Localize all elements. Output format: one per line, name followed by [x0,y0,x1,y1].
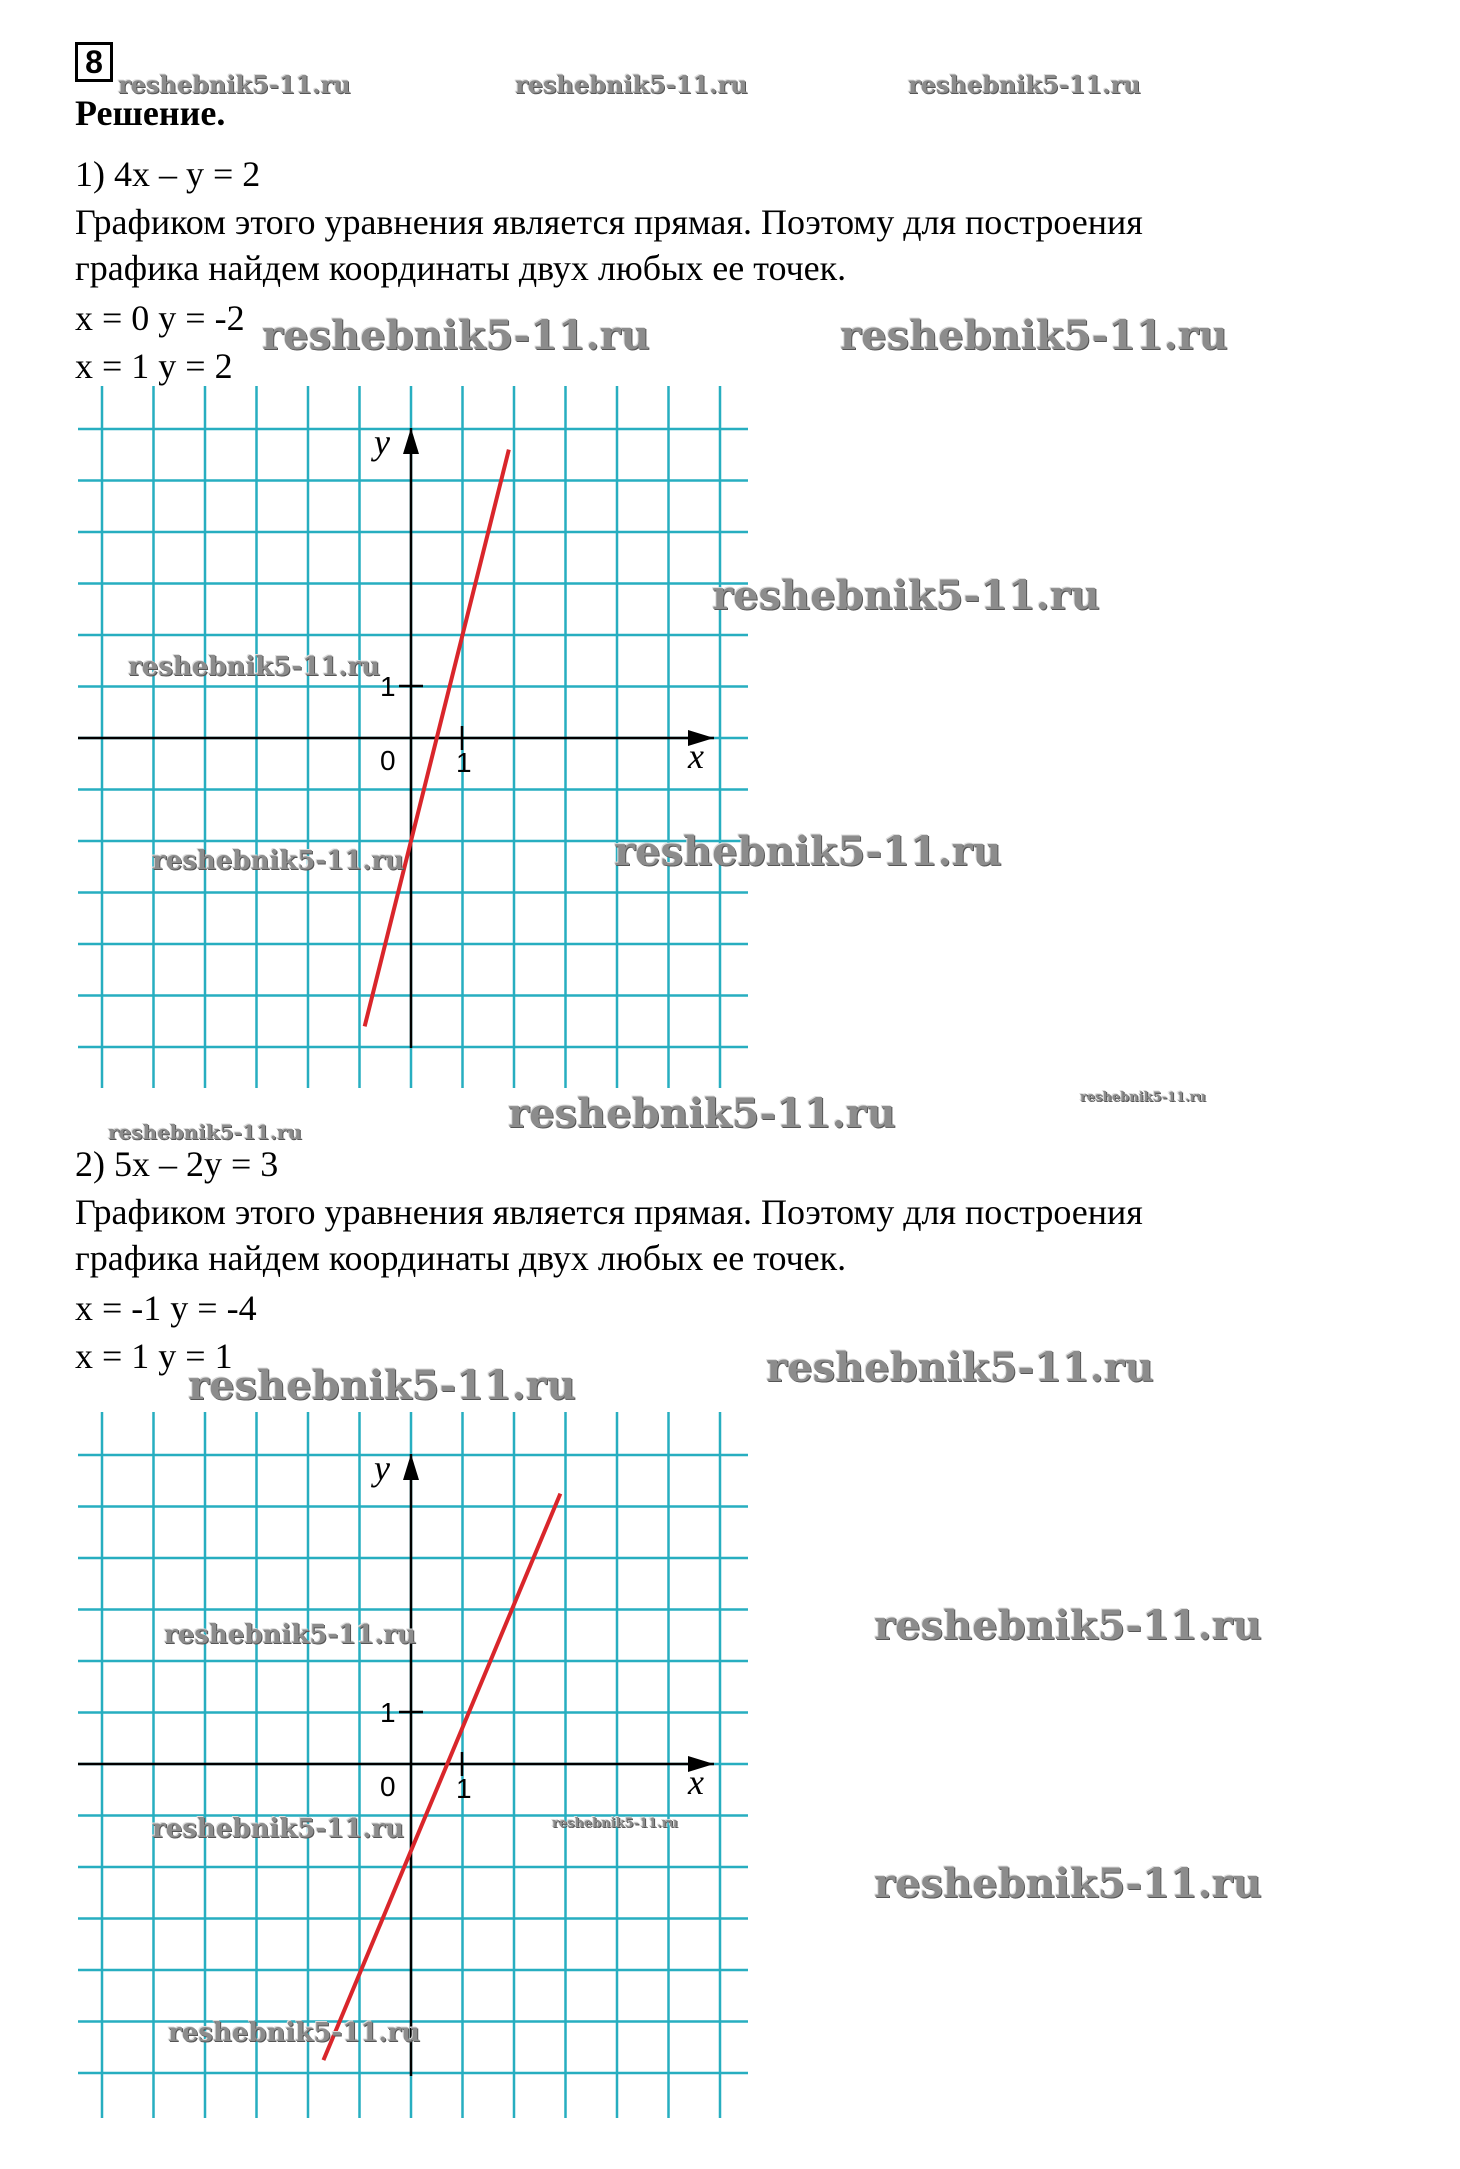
description-1b: графика найдем координаты двух любых ее точек. [75,248,847,288]
watermark: reshebnik5-11.ru [552,1816,679,1831]
y-axis-label: y [374,1448,390,1488]
watermark: reshebnik5-11.ru [840,312,1228,359]
watermark: reshebnik5-11.ru [152,846,405,876]
watermark: reshebnik5-11.ru [874,1602,1262,1649]
watermark: reshebnik5-11.ru [712,572,1100,619]
point-2a: x = -1 y = -4 [75,1288,257,1328]
y-axis-label: y [374,422,390,462]
watermark: reshebnik5-11.ru [515,70,748,99]
x-tick-label: 1 [456,747,472,778]
y-tick-label: 1 [380,671,396,702]
y-axis-arrow [403,428,419,454]
equation-2: 2) 5x – 2y = 3 [75,1144,279,1184]
watermark: reshebnik5-11.ru [262,312,650,359]
equation-1: 1) 4x – y = 2 [75,154,261,194]
x-axis-label: x [688,1762,704,1802]
y-axis-arrow [403,1454,419,1480]
watermark: reshebnik5-11.ru [108,1120,302,1144]
point-1a: x = 0 y = -2 [75,298,245,338]
watermark: reshebnik5-11.ru [874,1860,1262,1907]
watermark: reshebnik5-11.ru [508,1090,896,1137]
watermark: reshebnik5-11.ru [164,1620,417,1650]
description-2b: графика найдем координаты двух любых ее точек. [75,1238,847,1278]
x-axis-label: x [688,736,704,776]
solution-heading: Решение. [75,93,226,133]
description-2a: Графиком этого уравнения является прямая. Поэтому для построения [75,1192,1143,1232]
watermark: reshebnik5-11.ru [614,828,1002,875]
point-1b: x = 1 y = 2 [75,346,233,386]
watermark: reshebnik5-11.ru [766,1344,1154,1391]
x-tick-label: 1 [456,1773,472,1804]
watermark: reshebnik5-11.ru [118,70,351,99]
watermark: reshebnik5-11.ru [152,1814,405,1844]
watermark: reshebnik5-11.ru [908,70,1141,99]
graph-1 [78,386,768,1088]
watermark: reshebnik5-11.ru [128,652,381,682]
y-tick-label: 1 [380,1697,396,1728]
watermark: reshebnik5-11.ru [188,1362,576,1409]
watermark: reshebnik5-11.ru [1080,1090,1207,1105]
graph-2 [78,1412,768,2118]
origin-label: 0 [380,1771,396,1802]
task-number: 8 [75,42,113,82]
watermark: reshebnik5-11.ru [168,2018,421,2048]
origin-label: 0 [380,745,396,776]
point-2b: x = 1 y = 1 [75,1336,233,1376]
description-1a: Графиком этого уравнения является прямая. Поэтому для построения [75,202,1143,242]
